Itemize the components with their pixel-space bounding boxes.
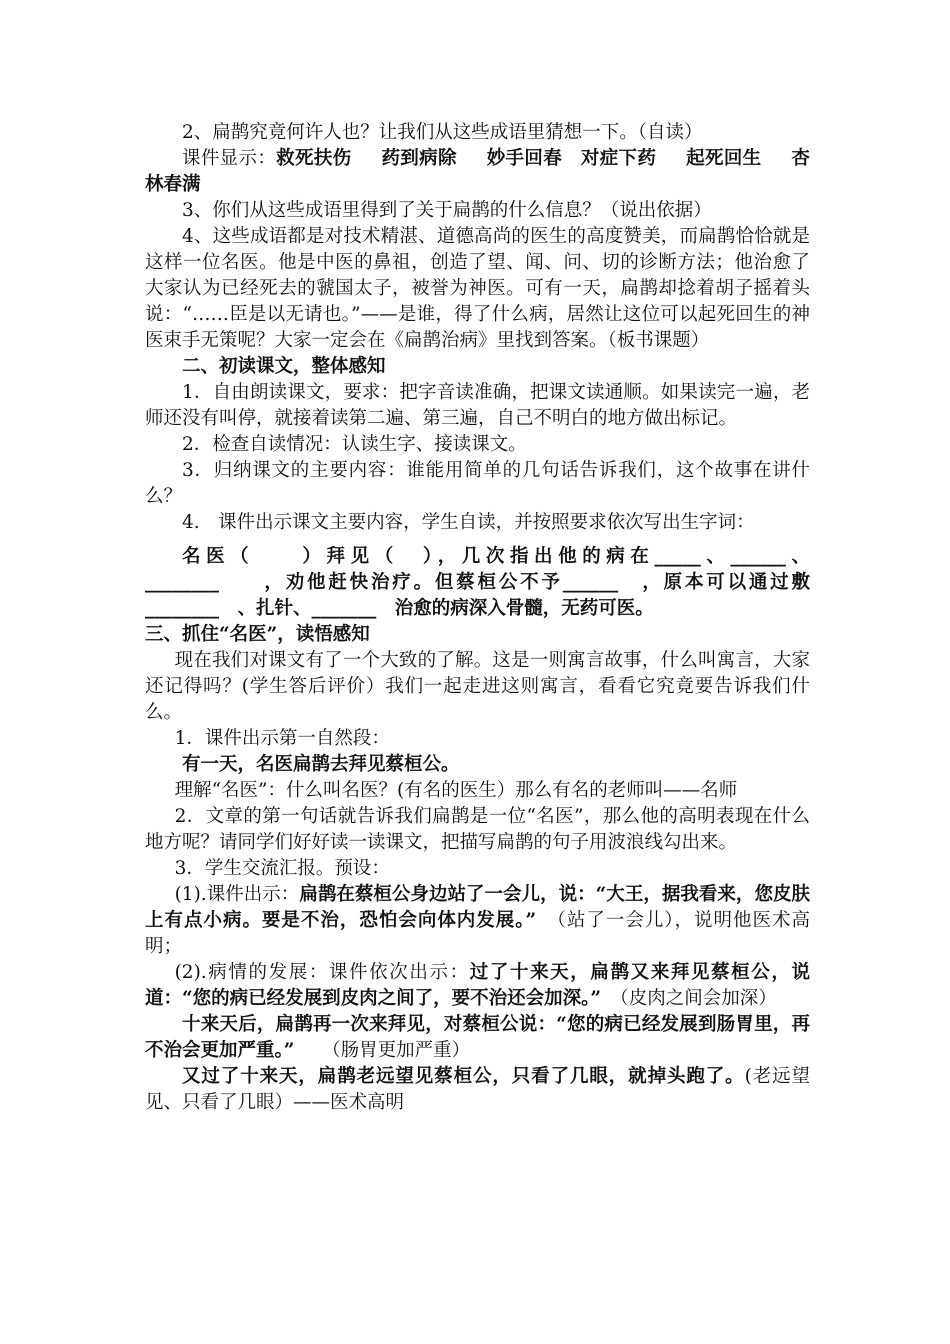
- report-quote: 又过了十来天，扁鹊老远望见蔡桓公，只看了几眼，就掉头跑了。: [182, 1066, 745, 1087]
- section-heading-3: 三、抓住“名医”，读悟感知: [145, 624, 370, 645]
- report-quote: 扁鹊在蔡桓公身边站了一会儿，说：“大王，据我看来，您皮肤上有点小病。要是不治，恐怕会向体内发展。”: [145, 884, 810, 931]
- report-note: （皮肉之间会加深）: [601, 988, 777, 1009]
- report-note: （肠胃更加严重）: [294, 1040, 471, 1061]
- paragraph-section-3-intro: 现在我们对课文有了一个大致的了解。这是一则寓言故事，什么叫寓言，大家还记得吗？(学生答后评价）我们一起走进这则寓言，看看它究竟要告诉我们什么。: [145, 650, 810, 723]
- report-item-1: [145, 882, 810, 960]
- report-item-3: [145, 1012, 810, 1064]
- paragraph-section-3-step-3: 3．学生交流汇报。预设：: [174, 858, 390, 879]
- idiom: 药到病除: [381, 148, 457, 169]
- paragraph-section-3-step-1: 1．课件出示第一自然段：: [174, 728, 390, 749]
- paragraph-introduction: 4、这些成语都是对技术精湛、道德高尚的医生的高度赞美，而扁鹊恰恰就是这样一位名医。他是中医的鼻祖，创造了望、闻、问、切的诊断方法；他治愈了大家认为已经死去的虢国太子，被誉为神医。可有一天，扁鹊却捻着胡子摇着头说：“……臣是以无请也。”——是谁，得了什么病，居然让这位可以起死回生的神医束手无策呢？大家一定会在《扁鹊治病》里找到答案。（板书课题）: [145, 226, 810, 351]
- paragraph-question-3: 3、你们从这些成语里得到了关于扁鹊的什么信息？（说出依据）: [182, 200, 712, 221]
- paragraph-step-1: 1．自由朗读课文，要求：把字音读准确，把课文读通顺。如果读完一遍，老师还没有叫停，就接着读第二遍、第三遍，自己不明白的地方做出标记。: [145, 382, 810, 429]
- idiom: 杏林春满: [145, 148, 810, 195]
- paragraph-question-2: 2、扁鹊究竟何许人也？让我们从这些成语里猜想一下。（自读）: [182, 122, 703, 143]
- paragraph-section-3-step-2: 2．文章的第一句话就告诉我们扁鹊是一位“名医”，那么他的高明表现在什么地方呢？请同学们好好读一读课文，把描写扁鹊的句子用波浪线勾出来。: [145, 806, 810, 853]
- report-item-4: [145, 1064, 810, 1116]
- report-quote: 过了十来天，扁鹊又来拜见蔡桓公，说道：“您的病已经发展到皮肉之间了，要不治还会加深。”: [145, 962, 810, 1009]
- paragraph-step-3: 3．归纳课文的主要内容：谁能用简单的几句话告诉我们，这个故事在讲什么？: [145, 460, 810, 507]
- idioms-lead: 课件显示：: [182, 148, 277, 169]
- idiom: 救死扶伤: [276, 148, 352, 169]
- paragraph-step-2: 2．检查自读情况：认读生字、接读课文。: [182, 434, 527, 455]
- report-note: （站了一会儿），说明他医术高明；: [145, 910, 810, 957]
- report-note: (老远望见、只看了几眼）——医术高明: [145, 1066, 810, 1113]
- idiom: 起死回生: [685, 148, 762, 169]
- section-heading-2: 二、初读课文，整体感知: [182, 356, 386, 377]
- paragraph-idioms: [145, 146, 810, 198]
- document-page: [145, 120, 810, 1116]
- paragraph-famous-doctor: 理解“名医”：什么叫名医？(有名的医生）那么有名的老师叫——名师: [174, 780, 738, 801]
- paragraph-step-4: 4. 课件出示课文主要内容，学生自读，并按照要求依次写出生字词：: [182, 512, 755, 533]
- report-quote: 十来天后，扁鹊再一次来拜见，对蔡桓公说：“您的病已经发展到肠胃里，再不治会更加严重。”: [145, 1014, 810, 1061]
- report-lead: (1).课件出示：: [174, 884, 300, 905]
- fill-in-blank-exercise: 名医（ ）拜见（ ），几次指出他的病在_____、______、________ ，劝他赶快治疗。但蔡桓公不予______ ，原本可以通过敷________ 、扎针、_______ 治愈的病深入骨髓，无药可医。: [145, 546, 810, 619]
- quote-paragraph-1: 有一天，名医扁鹊去拜见蔡桓公。: [182, 754, 460, 775]
- report-item-2: [145, 960, 810, 1012]
- report-lead: (2).病情的发展：课件依次出示：: [174, 962, 470, 983]
- idiom: 对症下药: [580, 148, 657, 169]
- idiom: 妙手回春: [486, 148, 563, 169]
